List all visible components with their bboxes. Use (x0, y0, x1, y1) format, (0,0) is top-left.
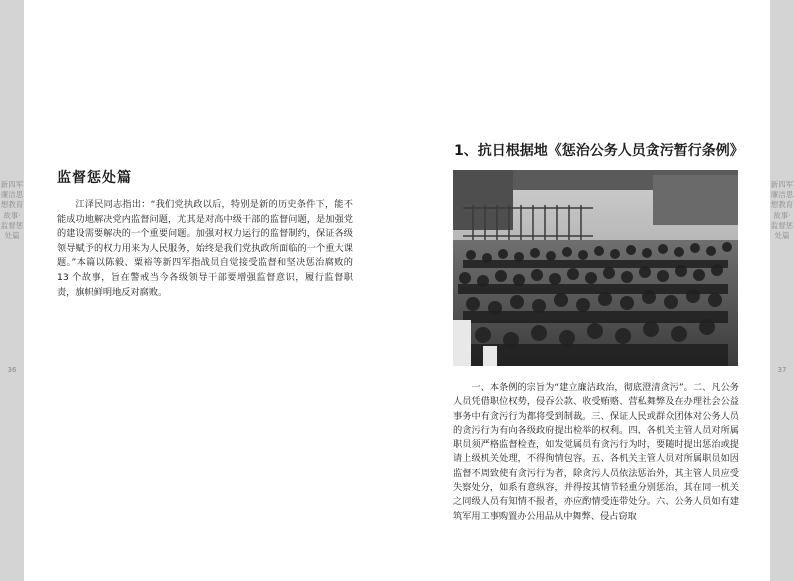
historical-photo (453, 170, 738, 366)
historical-photo-icon (453, 170, 738, 366)
left-margin-running-title: 新四军廉洁思想教育故事·监督惩处篇 (0, 180, 24, 241)
book-spread (24, 0, 770, 581)
article-body-paragraph: 一、本条例的宗旨为“建立廉洁政治，彻底澄清贪污”。二、凡公务人员凭借职位权势，侵吞公款、收受贿赂、营私舞弊及在办理社会公益事务中有贪污行为都将受到制裁。三、保证人民或群众团体对公务人员的贪污行为有向各级政府提出检举的权利。四、各机关主管人员对所属职员须严格监督检查，如发觉属员有贪污行为时，要随时提出惩治或提请上级机关处理，不得徇情包容。五、各机关主管人员对所属职员如因监督不周致使有贪污行为者，除贪污人员依法惩治外，其主管人员应受失察处分，如系有意纵容，并得按其情节轻重分别惩治，其在同一机关之同级人员有知情不报者，亦应酌情受连带处分。六、公务人员如有建筑军用工事购置办公用品从中舞弊、侵占窃取 (453, 382, 739, 522)
left-page-number: 36 (7, 366, 17, 374)
section-title: 监督惩处篇 (57, 170, 132, 186)
right-page-number: 37 (777, 366, 787, 374)
right-margin-running-title: 新四军廉洁思想教育故事·监督惩处篇 (770, 180, 794, 241)
left-margin-strip (0, 0, 24, 581)
right-margin-strip (770, 0, 794, 581)
intro-paragraph: 江泽民同志指出：“我们党执政以后，特别是新的历史条件下，能不能成功地解决党内监督问题，尤其是对高中级干部的监督问题，是加强党的建设需要解决的一个重要问题。加强对权力运行的监督制约，保证各级领导赋予的权力用来为人民服务，始终是我们党执政所面临的一个重大课题。”本篇以陈毅、粟裕等新四军指战员自觉接受监督和坚决惩治腐败的 13 个故事，旨在警戒当今各级领导干部要增强监督意识，履行监督职责，旗帜鲜明地反对腐败。 (57, 199, 353, 298)
article-title: 1、抗日根据地《惩治公务人员贪污暂行条例》 (454, 143, 744, 159)
